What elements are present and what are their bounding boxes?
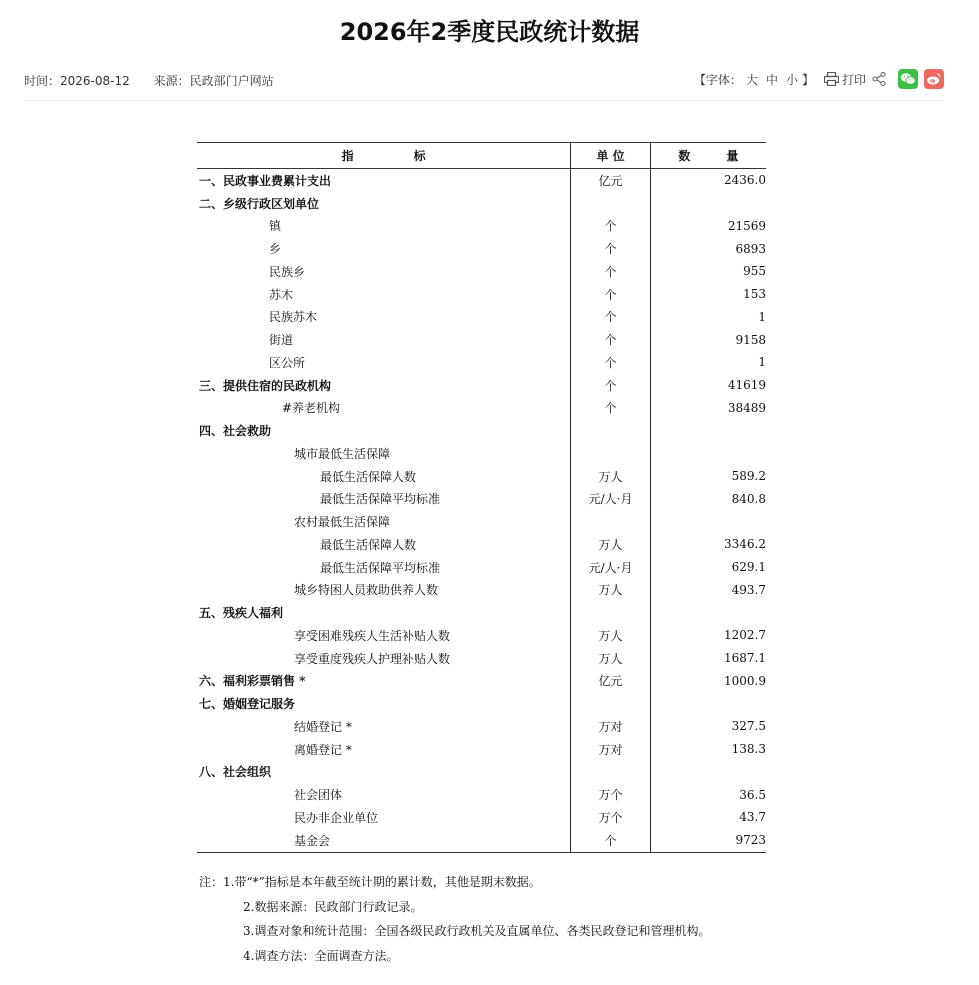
- unit-cell: 万人: [571, 624, 651, 647]
- value-cell: 9723: [650, 829, 766, 852]
- source-label: 来源：: [153, 74, 190, 88]
- font-size-control: [694, 71, 814, 88]
- source: [154, 74, 274, 88]
- unit-cell: 个: [571, 374, 651, 397]
- indicator-cell: 社会团体: [294, 788, 343, 803]
- indicator-cell: 民族乡: [269, 264, 306, 279]
- table-row: [197, 510, 766, 533]
- unit-cell: 亿元: [571, 670, 651, 693]
- unit-cell: [571, 761, 651, 784]
- table-row: [197, 351, 766, 374]
- indicator-cell: 民办非企业单位: [294, 810, 379, 825]
- note-line: 3.调查对象和统计范围：全国各级民政行政机关及直属单位、各类民政登记和管理机构。: [243, 924, 711, 938]
- font-size-small[interactable]: 小: [785, 72, 798, 87]
- unit-cell: 万人: [571, 533, 651, 556]
- header-value: 数 量: [650, 143, 766, 169]
- unit-cell: 万对: [571, 738, 651, 761]
- table-row: [197, 715, 766, 738]
- publish-time: [24, 74, 130, 88]
- table-row: [197, 442, 766, 465]
- value-cell: [650, 761, 766, 784]
- unit-cell: 个: [571, 237, 651, 260]
- value-cell: [650, 419, 766, 442]
- indicator-cell: 苏木: [269, 287, 294, 302]
- value-cell: 41619: [727, 378, 766, 393]
- value-cell: 138.3: [731, 742, 766, 757]
- unit-cell: 个: [571, 829, 651, 852]
- time-label: 时间：: [24, 74, 61, 88]
- meta-info: [24, 72, 294, 89]
- value-cell: [650, 192, 766, 215]
- value-cell: 1: [758, 355, 766, 370]
- unit-cell: 万对: [571, 715, 651, 738]
- indicator-cell: 七、婚姻登记服务: [199, 697, 296, 712]
- unit-cell: 元/人·月: [571, 556, 651, 579]
- value-cell: 2436.0: [724, 173, 766, 188]
- note-line: 4.调查方法：全面调查方法。: [243, 948, 399, 963]
- value-cell: 629.1: [731, 560, 766, 575]
- header-unit: 单 位: [571, 143, 651, 169]
- table-row: [197, 783, 766, 806]
- note-line: 2.数据来源：民政部门行政记录。: [243, 899, 423, 914]
- unit-cell: [571, 192, 651, 215]
- table-header-row: [197, 143, 766, 169]
- value-cell: 1202.7: [724, 628, 766, 643]
- value-cell: 9158: [735, 332, 766, 347]
- unit-cell: 个: [571, 306, 651, 329]
- table-body: [197, 169, 766, 853]
- indicator-cell: 农村最低生活保障: [294, 515, 391, 530]
- print-button[interactable]: [824, 71, 866, 88]
- unit-cell: 个: [571, 351, 651, 374]
- unit-cell: 万人: [571, 579, 651, 602]
- indicator-cell: 城市最低生活保障: [294, 446, 391, 461]
- indicator-cell: 离婚登记 *: [294, 742, 352, 757]
- table-row: [197, 533, 766, 556]
- table-row: [197, 556, 766, 579]
- table-row: [197, 465, 766, 488]
- value-cell: 840.8: [731, 491, 766, 506]
- print-label: 打印: [841, 72, 866, 87]
- toolbar: [694, 69, 944, 89]
- notes: [199, 875, 819, 973]
- time-value: 2026-08-12: [60, 74, 130, 88]
- unit-cell: 个: [571, 328, 651, 351]
- table-row: [197, 237, 766, 260]
- table-row: [197, 670, 766, 693]
- value-cell: 589.2: [731, 469, 766, 484]
- value-cell: 153: [743, 287, 766, 302]
- source-value: 民政部门户网站: [189, 74, 274, 88]
- header-divider: [24, 100, 944, 101]
- table-row: [197, 829, 766, 852]
- weibo-icon[interactable]: [924, 69, 944, 89]
- table-row: [197, 624, 766, 647]
- unit-cell: 万个: [571, 783, 651, 806]
- value-cell: 1687.1: [724, 651, 766, 666]
- unit-cell: 个: [571, 215, 651, 238]
- unit-cell: [571, 442, 651, 465]
- unit-cell: 个: [571, 283, 651, 306]
- indicator-cell: 区公所: [269, 355, 306, 370]
- value-cell: 21569: [727, 218, 766, 233]
- table-row: [197, 328, 766, 351]
- indicator-cell: 二、乡级行政区划单位: [199, 196, 320, 211]
- value-cell: [650, 510, 766, 533]
- unit-cell: [571, 601, 651, 624]
- table-row: [197, 169, 766, 192]
- indicator-cell: 最低生活保障人数: [320, 537, 417, 552]
- table-row: [197, 260, 766, 283]
- indicator-cell: 享受困难残疾人生活补贴人数: [294, 628, 451, 643]
- value-cell: 1: [758, 309, 766, 324]
- unit-cell: 个: [571, 397, 651, 420]
- table-row: [197, 579, 766, 602]
- indicator-cell: 四、社会救助: [199, 424, 272, 439]
- value-cell: 43.7: [739, 810, 766, 825]
- table-row: [197, 692, 766, 715]
- unit-cell: 万人: [571, 465, 651, 488]
- share-icon[interactable]: [872, 72, 886, 86]
- unit-cell: [571, 419, 651, 442]
- note-line: 注：1.带“*”指标是本年截至统计期的累计数，其他是期末数据。: [199, 875, 541, 889]
- table-row: [197, 488, 766, 511]
- value-cell: [650, 692, 766, 715]
- header-indicator: 指 标: [197, 143, 571, 169]
- font-size-label: 【字体：: [693, 72, 742, 87]
- table-row: [197, 283, 766, 306]
- indicator-cell: 乡: [269, 242, 282, 257]
- table-row: [197, 419, 766, 442]
- statistics-table: [197, 142, 766, 853]
- value-cell: 38489: [727, 400, 766, 415]
- table-row: [197, 374, 766, 397]
- meta-bar: [24, 72, 944, 90]
- indicator-cell: 镇: [269, 219, 282, 234]
- indicator-cell: 五、残疾人福利: [199, 606, 284, 621]
- unit-cell: 万个: [571, 806, 651, 829]
- value-cell: 3346.2: [724, 537, 766, 552]
- table-row: [197, 215, 766, 238]
- table-row: [197, 806, 766, 829]
- indicator-cell: 六、福利彩票销售 *: [199, 674, 306, 689]
- unit-cell: [571, 692, 651, 715]
- value-cell: 955: [743, 264, 766, 279]
- indicator-cell: 基金会: [197, 829, 571, 852]
- printer-icon: [824, 72, 839, 86]
- indicator-cell: 最低生活保障平均标准: [320, 492, 441, 507]
- indicator-cell: 最低生活保障平均标准: [320, 560, 441, 575]
- table-row: [197, 738, 766, 761]
- font-size-large[interactable]: 大: [745, 72, 758, 87]
- indicator-cell: #养老机构: [282, 401, 341, 416]
- value-cell: 36.5: [739, 787, 766, 802]
- unit-cell: [571, 510, 651, 533]
- unit-cell: 个: [571, 260, 651, 283]
- value-cell: [650, 442, 766, 465]
- value-cell: 1000.9: [724, 673, 766, 688]
- unit-cell: 亿元: [571, 169, 651, 192]
- table-row: [197, 306, 766, 329]
- font-size-medium[interactable]: 中: [765, 72, 778, 87]
- unit-cell: 元/人·月: [571, 488, 651, 511]
- value-cell: [650, 601, 766, 624]
- table-row: [197, 761, 766, 784]
- page-title: 2026年2季度民政统计数据: [339, 18, 640, 46]
- indicator-cell: 享受重度残疾人护理补贴人数: [294, 651, 451, 666]
- value-cell: 327.5: [731, 719, 766, 734]
- table-row: [197, 192, 766, 215]
- unit-cell: 万人: [571, 647, 651, 670]
- indicator-cell: 一、民政事业费累计支出: [199, 173, 332, 188]
- value-cell: 493.7: [731, 582, 766, 597]
- table-row: [197, 647, 766, 670]
- indicator-cell: 三、提供住宿的民政机构: [199, 378, 332, 393]
- wechat-icon[interactable]: [898, 69, 918, 89]
- value-cell: 6893: [735, 241, 766, 256]
- table-row: [197, 397, 766, 420]
- indicator-cell: 街道: [269, 333, 294, 348]
- indicator-cell: 最低生活保障人数: [320, 469, 417, 484]
- indicator-cell: 八、社会组织: [199, 765, 272, 780]
- indicator-cell: 民族苏木: [269, 310, 318, 325]
- font-size-close: 】: [801, 72, 814, 87]
- table-row: [197, 601, 766, 624]
- indicator-cell: 城乡特困人员救助供养人数: [294, 583, 439, 598]
- indicator-cell: 结婚登记 *: [294, 719, 352, 734]
